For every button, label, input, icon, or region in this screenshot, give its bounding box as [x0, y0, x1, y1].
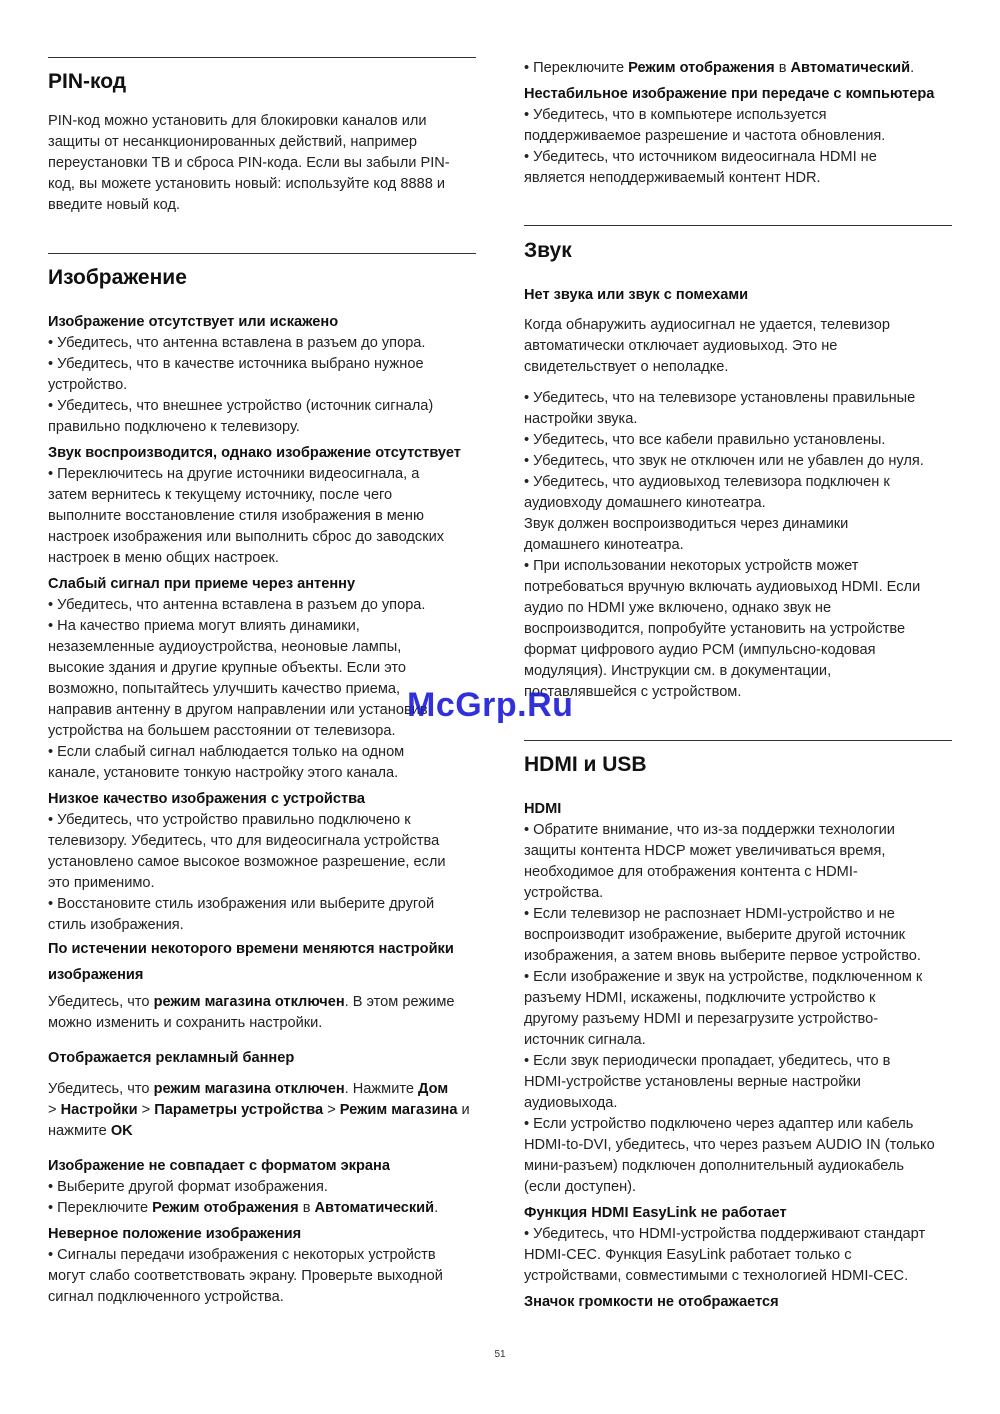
subheading: Низкое качество изображения с устройства [48, 791, 366, 807]
text-run: • Переключите [524, 60, 629, 76]
text-line: разъему HDMI, искажены, подключите устройство к [524, 990, 876, 1006]
text-line: канале, установите тонкую настройку этого канала. [48, 765, 399, 781]
text-line: • Убедитесь, что HDMI-устройства поддерживают стандарт [524, 1226, 926, 1242]
sound-list [524, 388, 952, 703]
text-line [48, 1198, 476, 1219]
text-line [48, 1079, 476, 1100]
watermark: McGrp.Ru [407, 686, 574, 724]
text-line [524, 58, 952, 79]
section-divider [48, 57, 476, 58]
text-line: (если доступен). [524, 1179, 637, 1195]
text-line: • Убедитесь, что в качестве источника выбрано нужное [48, 356, 424, 372]
text-run: в [298, 1200, 315, 1216]
subheading: Изображение не совпадает с форматом экрана [48, 1158, 390, 1174]
text-line: • При использовании некоторых устройств может [524, 558, 859, 574]
subheading: Слабый сигнал при приеме через антенну [48, 576, 356, 592]
text-line [48, 992, 476, 1013]
text-line: HDMI-CEC. Функция EasyLink работает только с [524, 1247, 852, 1263]
subheading: Нестабильное изображение при передаче с компьютера [524, 86, 935, 102]
text-run: • Переключите [48, 1200, 153, 1216]
text-line: аудиовходу домашнего кинотеатра. [524, 495, 766, 511]
subheading: изображения [48, 967, 144, 983]
text-line: правильно подключено к телевизору. [48, 419, 300, 435]
text-line: • Убедитесь, что источником видеосигнала HDMI не [524, 149, 877, 165]
text-run: > [48, 1102, 61, 1118]
text-line: необходимое для отображения контента с HDMI- [524, 864, 858, 880]
text-line [48, 1121, 476, 1142]
hdmi-subsection [524, 799, 952, 1198]
text-line: изображения, а затем вновь выберите первое устройство. [524, 948, 921, 964]
text-line: автоматически отключает аудиовыход. Это не [524, 338, 838, 354]
text-line: устройства. [524, 885, 604, 901]
bold-run: Настройки [60, 1102, 138, 1118]
pin-body [48, 111, 476, 216]
text-line: воспроизводит изображение, выберите другой источник [524, 927, 906, 943]
display-mode-line [524, 58, 952, 79]
section-title-sound: Звук [524, 239, 572, 262]
text-line: незаземленные аудиоустройства, неоновые лампы, [48, 639, 402, 655]
text-line: Звук должен воспроизводиться через динамики [524, 516, 849, 532]
text-run: . В этом режиме [344, 994, 455, 1010]
text-line: • Убедитесь, что антенна вставлена в разъем до упора. [48, 335, 426, 351]
image-subsection-6-heading [48, 1048, 476, 1069]
text-line: • Убедитесь, что аудиовыход телевизора подключен к [524, 474, 890, 490]
text-line: введите новый код. [48, 197, 181, 213]
bold-run: режим магазина отключен [153, 1081, 345, 1097]
text-line: • Если изображение и звук на устройстве, подключенном к [524, 969, 923, 985]
text-line: HDMI-устройстве установлены верные настройки [524, 1074, 861, 1090]
text-line: установлено самое высокое возможное разрешение, если [48, 854, 446, 870]
text-line: • Убедитесь, что звук не отключен или не убавлен до нуля. [524, 453, 924, 469]
text-line: могут слабо соответствовать экрану. Проверьте выходной [48, 1268, 443, 1284]
text-run: Убедитесь, что [48, 1081, 154, 1097]
text-line: выполните восстановление стиля изображения в меню [48, 508, 424, 524]
bold-run: OK [110, 1123, 133, 1139]
pc-subsection [524, 84, 952, 189]
text-line: источник сигнала. [524, 1032, 646, 1048]
bold-run: режим магазина отключен [153, 994, 345, 1010]
subheading: Значок громкости не отображается [524, 1294, 779, 1310]
text-line: затем вернитесь к текущему источнику, после чего [48, 487, 393, 503]
text-line: можно изменить и сохранить настройки. [48, 1015, 323, 1031]
text-line: • Переключитесь на другие источники видеосигнала, а [48, 466, 420, 482]
text-line: настройки звука. [524, 411, 638, 427]
image-subsection-7 [48, 1156, 476, 1219]
text-line: другому разъему HDMI и перезагрузите устройство- [524, 1011, 879, 1027]
text-line: домашнего кинотеатра. [524, 537, 684, 553]
subheading: Функция HDMI EasyLink не работает [524, 1205, 787, 1221]
subheading: Неверное положение изображения [48, 1226, 302, 1242]
subheading: По истечении некоторого времени меняются настройки [48, 941, 454, 957]
text-run: . Нажмите [344, 1081, 419, 1097]
text-line: • Восстановите стиль изображения или выберите другой [48, 896, 435, 912]
text-line: аудиовыхода. [524, 1095, 618, 1111]
section-title-hdmi-usb: HDMI и USB [524, 753, 647, 776]
text-line: • Если слабый сигнал наблюдается только на одном [48, 744, 405, 760]
text-line: потребоваться вручную включать аудиовыход HDMI. Если [524, 579, 921, 595]
text-line: код, вы можете установить новый: используйте код 8888 и [48, 176, 446, 192]
subheading: Изображение отсутствует или искажено [48, 314, 339, 330]
text-line: является неподдерживаемый контент HDR. [524, 170, 821, 186]
section-title-image: Изображение [48, 266, 187, 289]
text-line: свидетельствует о неполадке. [524, 359, 729, 375]
text-run: . [434, 1200, 439, 1216]
section-divider [524, 740, 952, 741]
image-subsection-5-heading [48, 936, 476, 988]
subheading: Отображается рекламный баннер [48, 1050, 295, 1066]
section-title-pin: PIN-код [48, 70, 127, 93]
text-line: высокие здания и другие крупные объекты. Если это [48, 660, 406, 676]
text-line: HDMI-to-DVI, убедитесь, что через разъем AUDIO IN (только [524, 1137, 935, 1153]
bold-run: Режим магазина [339, 1102, 458, 1118]
text-line: Когда обнаружить аудиосигнал не удается, телевизор [524, 317, 890, 333]
bold-run: Дом [418, 1081, 449, 1097]
sound-intro [524, 315, 952, 378]
text-line: устройство. [48, 377, 128, 393]
text-line: мини-разъем) подключен дополнительный аудиокабель [524, 1158, 905, 1174]
image-subsection-4 [48, 789, 476, 936]
subheading: Нет звука или звук с помехами [524, 287, 749, 303]
text-line: • На качество приема могут влиять динамики, [48, 618, 360, 634]
text-line: • Убедитесь, что на телевизоре установлены правильные [524, 390, 916, 406]
text-line: стиль изображения. [48, 917, 184, 933]
text-line: направив антенну в другом направлении или установив [48, 702, 428, 718]
text-line: • Если звук периодически пропадает, убедитесь, что в [524, 1053, 891, 1069]
text-line: переустановки ТВ и сброса PIN-кода. Если вы забыли PIN- [48, 155, 450, 171]
text-run: > [137, 1102, 155, 1118]
text-line: поддерживаемое разрешение и частота обновления. [524, 128, 886, 144]
text-run: > [323, 1102, 340, 1118]
text-line: устройствами, совместимыми с технологией HDMI-CEC. [524, 1268, 909, 1284]
text-line: модуляция). Инструкции см. в документации, [524, 663, 832, 679]
text-line: сигнал подключенного устройства. [48, 1289, 284, 1305]
text-line: настроек изображения или выполнить сброс до заводских [48, 529, 445, 545]
text-line: • Убедитесь, что устройство правильно подключено к [48, 812, 411, 828]
bold-run: Параметры устройства [154, 1102, 324, 1118]
easylink-subsection [524, 1203, 952, 1287]
bold-run: Режим отображения [152, 1200, 299, 1216]
bold-run: Автоматический [314, 1200, 435, 1216]
bold-run: Режим отображения [628, 60, 775, 76]
text-line: • Убедитесь, что антенна вставлена в разъем до упора. [48, 597, 426, 613]
image-subsection-8 [48, 1224, 476, 1308]
subheading: Звук воспроизводится, однако изображение отсутствует [48, 445, 461, 461]
text-line: поставлявшейся с устройством. [524, 684, 742, 700]
text-run: и [457, 1102, 470, 1118]
image-subsection-3 [48, 574, 476, 784]
bold-run: Автоматический [790, 60, 911, 76]
text-line: PIN-код можно установить для блокировки каналов или [48, 113, 427, 129]
image-subsection-6-body [48, 1079, 476, 1142]
text-line: защиты контента HDCP может увеличиваться время, [524, 843, 886, 859]
text-line: • Если телевизор не распознает HDMI-устройство и не [524, 906, 895, 922]
text-line: устройства на большем расстоянии от телевизора. [48, 723, 396, 739]
text-line: • Если устройство подключено через адаптер или кабель [524, 1116, 914, 1132]
text-line: телевизору. Убедитесь, что для видеосигнала устройства [48, 833, 440, 849]
text-run: Убедитесь, что [48, 994, 154, 1010]
sound-heading [524, 285, 952, 306]
text-line: • Обратите внимание, что из-за поддержки технологии [524, 822, 895, 838]
text-line: возможно, попытайтесь улучшить качество приема, [48, 681, 401, 697]
page-number: 51 [494, 1349, 506, 1360]
text-run: в [774, 60, 791, 76]
text-line: • Сигналы передачи изображения с некоторых устройств [48, 1247, 436, 1263]
text-line: воспроизводится, попробуйте установить на устройстве [524, 621, 906, 637]
text-line: формат цифрового аудио PCM (импульсно-кодовая [524, 642, 876, 658]
volume-subsection [524, 1292, 952, 1313]
image-subsection-1 [48, 312, 476, 438]
text-line: • Убедитесь, что внешнее устройство (источник сигнала) [48, 398, 434, 414]
text-line [48, 1100, 476, 1121]
section-divider [524, 225, 952, 226]
text-line: это применимо. [48, 875, 155, 891]
text-line: защиты от несанкционированных действий, например [48, 134, 418, 150]
text-line: • Убедитесь, что все кабели правильно установлены. [524, 432, 886, 448]
image-subsection-2 [48, 443, 476, 569]
section-divider [48, 253, 476, 254]
text-line: • Убедитесь, что в компьютере используется [524, 107, 827, 123]
text-run: . [910, 60, 915, 76]
text-run: нажмите [48, 1123, 111, 1139]
text-line: настроек в меню общих настроек. [48, 550, 279, 566]
text-line: • Выберите другой формат изображения. [48, 1179, 328, 1195]
text-line: аудио по HDMI уже включено, однако звук не [524, 600, 832, 616]
subheading: HDMI [524, 801, 562, 817]
image-subsection-5-body [48, 992, 476, 1034]
